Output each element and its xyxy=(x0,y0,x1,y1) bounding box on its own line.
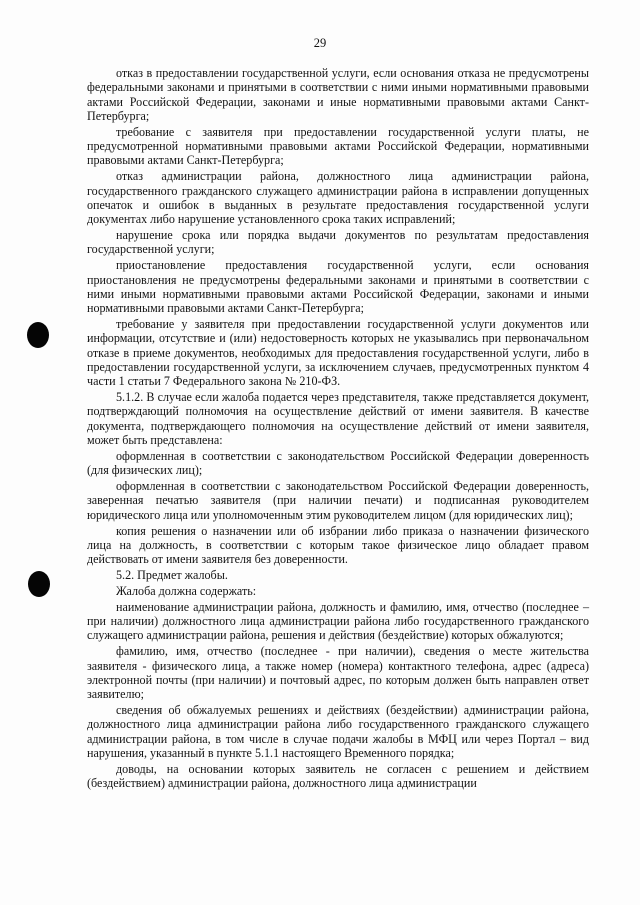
paragraph: требование с заявителя при предоставлении государственной услуги платы, не предусмотренной нормативными правовыми актами Российской Федерации, нормативными правовыми актами Санкт-Петербурга; xyxy=(87,124,589,168)
paragraph: сведения об обжалуемых решениях и действиях (бездействии) администрации района, должностного лица администрации района либо государственного гражданского служащего администрации района, в том числе в случае подачи жалобы в МФЦ или через Портал – вид нарушения, указанный в пункте 5.1.1 настоящего Временного порядка; xyxy=(87,703,589,760)
paragraph: требование у заявителя при предоставлении государственной услуги документов или информации, отсутствие и (или) недостоверность которых не указывались при первоначальном отказе в приеме документов, необходимых для предоставления государственной услуги, либо в предоставлении государственной услуги, за исключением случаев, предусмотренных пунктом 4 части 1 статьи 7 Федерального закона № 210-ФЗ. xyxy=(87,317,589,389)
paragraph: 5.1.2. В случае если жалоба подается через представителя, также представляется документ, подтверждающий полномочия на осуществление действий от имени заявителя. В качестве документа, подтверждающего полномочия на осуществление действий от имени заявителя, может быть представлена: xyxy=(87,390,589,447)
paragraph: отказ в предоставлении государственной услуги, если основания отказа не предусмотрены федеральными законами и принятыми в соответствии с ними иными нормативными правовыми актами Российской Федерации, законами и иные нормативными правовыми актами Санкт-Петербурга; xyxy=(87,66,589,123)
paragraph: приостановление предоставления государственной услуги, если основания приостановления не предусмотрены федеральными законами и принятыми в соответствии с ними иными нормативными правовыми актами Российской Федерации, законами и иными нормативными правовыми актами Санкт-Петербурга; xyxy=(87,258,589,316)
punch-hole-mark xyxy=(27,322,49,348)
paragraph: оформленная в соответствии с законодательством Российской Федерации доверенность, заверенная печатью заявителя (при наличии печати) и подписанная руководителем юридического лица или уполномоченным этим руководителем лицом (для юридических лиц); xyxy=(87,479,589,522)
paragraph: наименование администрации района, должность и фамилию, имя, отчество (последнее – при наличии) должностного лица администрации района либо государственного гражданского служащего администрации района, решения и действия (бездействие) которых обжалуются; xyxy=(87,599,589,643)
paragraph: оформленная в соответствии с законодательством Российской Федерации доверенность (для физических лиц); xyxy=(87,448,589,478)
punch-hole-mark xyxy=(28,571,50,597)
paragraph: фамилию, имя, отчество (последнее - при наличии), сведения о месте жительства заявителя - физического лица, а также номер (номера) контактного телефона, адрес (адреса) электронной почты (при наличии) и почтовый адрес, по которым должен быть направлен ответ заявителю; xyxy=(87,644,589,702)
paragraph: доводы, на основании которых заявитель не согласен с решением и действием (бездействием) администрации района, должностного лица администрации xyxy=(87,761,589,791)
section-heading: 5.2. Предмет жалобы. xyxy=(116,568,228,583)
document-body xyxy=(87,66,589,792)
paragraph: отказ администрации района, должностного лица администрации района, государственного гражданского служащего администрации района в исправлении допущенных опечаток и ошибок в выданных в результате предоставления государственной услуги документах либо нарушение установленного срока таких исправлений; xyxy=(87,169,589,227)
paragraph: копия решения о назначении или об избрании либо приказа о назначении физического лица на должность, в соответствии с которым такое физическое лицо обладает правом действовать от имени заявителя без доверенности. xyxy=(87,523,589,567)
page-number: 29 xyxy=(313,36,327,50)
paragraph: Жалоба должна содержать: xyxy=(116,583,257,598)
paragraph: нарушение срока или порядка выдачи документов по результатам предоставления государственной услуги; xyxy=(87,228,589,257)
